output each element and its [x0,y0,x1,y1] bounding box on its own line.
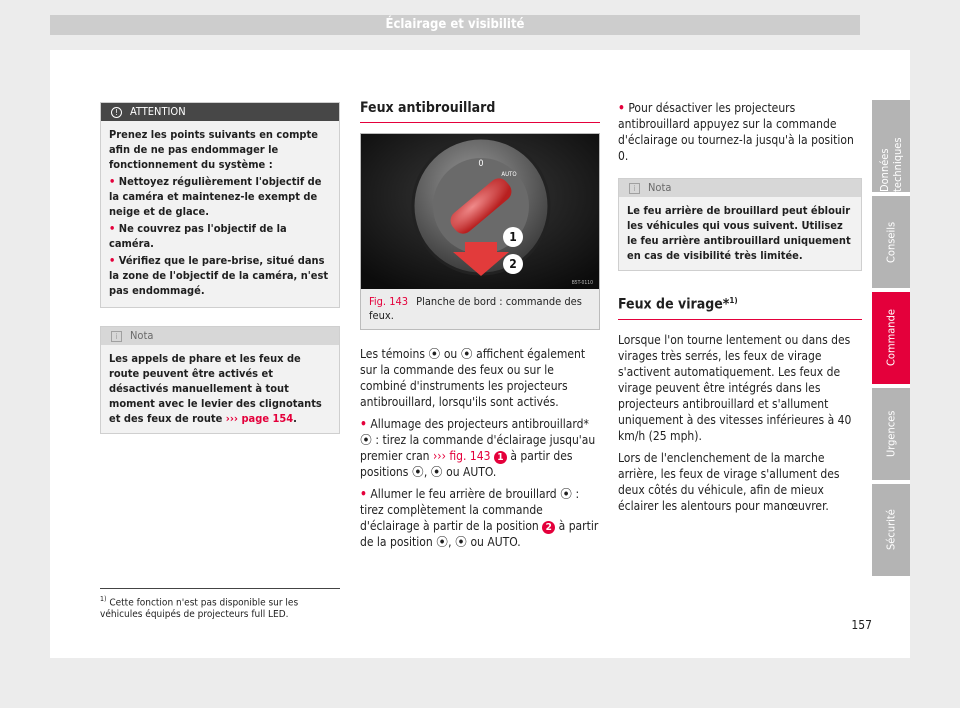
dial-label-zero: 0 [478,159,484,169]
figure-caption [361,289,599,329]
column-left [100,102,340,448]
figure [360,133,600,330]
section-title-fog: Feux antibrouillard [360,100,600,123]
cornering-p1: Lorsque l'on tourne lentement ou dans des virages très serrés, les feux de virage s'activent automatiquement. Les feux de virage peuvent être intégrés dans les projecteurs antibrouillard et s'allument uniquement à des vitesses inférieures à 40 km/h (25 mph). [618,332,852,443]
light-switch-image [361,134,599,289]
chapter-tabs [872,100,910,580]
marker-1: 1 [509,230,517,244]
column-right [618,100,862,520]
light-switch-illustration [361,134,599,289]
info-icon: i [629,183,640,194]
fog-text [360,346,600,550]
fog-bullet-1: • Allumage des projecteurs antibrouillard* ⦿ : tirez la commande d'éclairage jusqu'au premier cran ››› fig. 143 1 à partir des positions ⦿, ⦿ ou AUTO. [360,417,596,479]
attention-item: • Nettoyez régulièrement l'objectif de la caméra et maintenez-le exempt de neige et de glace. [109,175,322,218]
tab-commande[interactable]: Commande [872,292,910,384]
page-link[interactable]: page 154 [241,412,294,425]
figure-link[interactable]: fig. 143 [449,449,491,463]
attention-item: • Vérifiez que le pare-brise, situé dans la zone de l'objectif de la caméra, n'est pas endommagé. [109,254,329,297]
attention-item: • Ne couvrez pas l'objectif de la caméra. [109,222,287,250]
right-text [618,100,862,164]
attention-label: ATTENTION [130,105,186,118]
nota-box-2 [618,178,862,271]
nota-box [100,326,340,434]
nota-header-2 [619,179,861,197]
fog-intro: Les témoins ⦿ ou ⦿ affichent également sur la commande des feux ou sur le combiné d'instruments les projecteurs antibrouillard, lorsqu'ils sont activés. [360,347,586,409]
fog-bullet-2: • Allumer le feu arrière de brouillard ⦿ : tirez complètement la commande d'éclairage à partir de la position 2 à partir de la position ⦿, ⦿ ou AUTO. [360,487,599,549]
nota-body: Les appels de phare et les feux de route peuvent être activés et désactivés manuellement à tout moment avec le levier des clignotants et des feux de route ››› page 154. [109,352,322,425]
nota-header [101,327,339,345]
cornering-text [618,332,862,514]
badge-1: 1 [494,451,507,464]
info-icon: i [111,331,122,342]
attention-body [101,121,339,307]
column-middle [360,100,600,556]
cornering-p2: Lors de l'enclenchement de la marche arrière, les feux de virage s'allument des deux côtés du véhicule, afin de mieux éclairer les alentours pour manœuvrer. [618,450,840,513]
footnote: $^{1)}$ Cette fonction n'est pas disponible sur les véhicules équipés de projecteurs full LED. [100,588,340,621]
figure-number: Fig. 143 [369,295,409,308]
tab-conseils[interactable]: Conseils [872,196,910,288]
tab-urgences[interactable]: Urgences [872,388,910,480]
nota-label: Nota [130,329,154,342]
nota-label-2: Nota [648,181,672,194]
page-header: Éclairage et visibilité [50,15,860,35]
badge-2: 2 [542,521,555,534]
marker-2: 2 [509,257,517,271]
attention-intro: Prenez les points suivants en compte afin de ne pas endommager le fonctionnement du système : [109,128,318,171]
attention-box [100,102,340,308]
figure-code: B5T-0110 [571,280,593,286]
nota-text: Les appels de phare et les feux de route peuvent être activés et désactivés manuellement à tout moment avec le levier des clignotants et des feux de route [109,352,322,425]
fog-bullet-3: • Pour désactiver les projecteurs antibrouillard appuyez sur la commande d'éclairage ou tournez-la jusqu'à la position 0. [618,101,854,163]
tab-securite[interactable]: Sécurité [872,484,910,576]
tab-donnees-techniques[interactable]: Données techniques [872,100,910,192]
dial-label-auto: AUTO [501,171,517,178]
nota-body-2: Le feu arrière de brouillard peut éblouir les véhicules qui vous suivent. Utilisez le feu arrière antibrouillard uniquement en cas de visibilité très limitée. [627,204,851,262]
warning-icon: ! [111,107,122,118]
section-title-cornering: Feux de virage*$^{1)}$ [618,293,862,320]
caption-text: Planche de bord : commande des feux. [369,295,582,322]
page-number: 157 [851,618,872,632]
attention-header [101,103,339,121]
